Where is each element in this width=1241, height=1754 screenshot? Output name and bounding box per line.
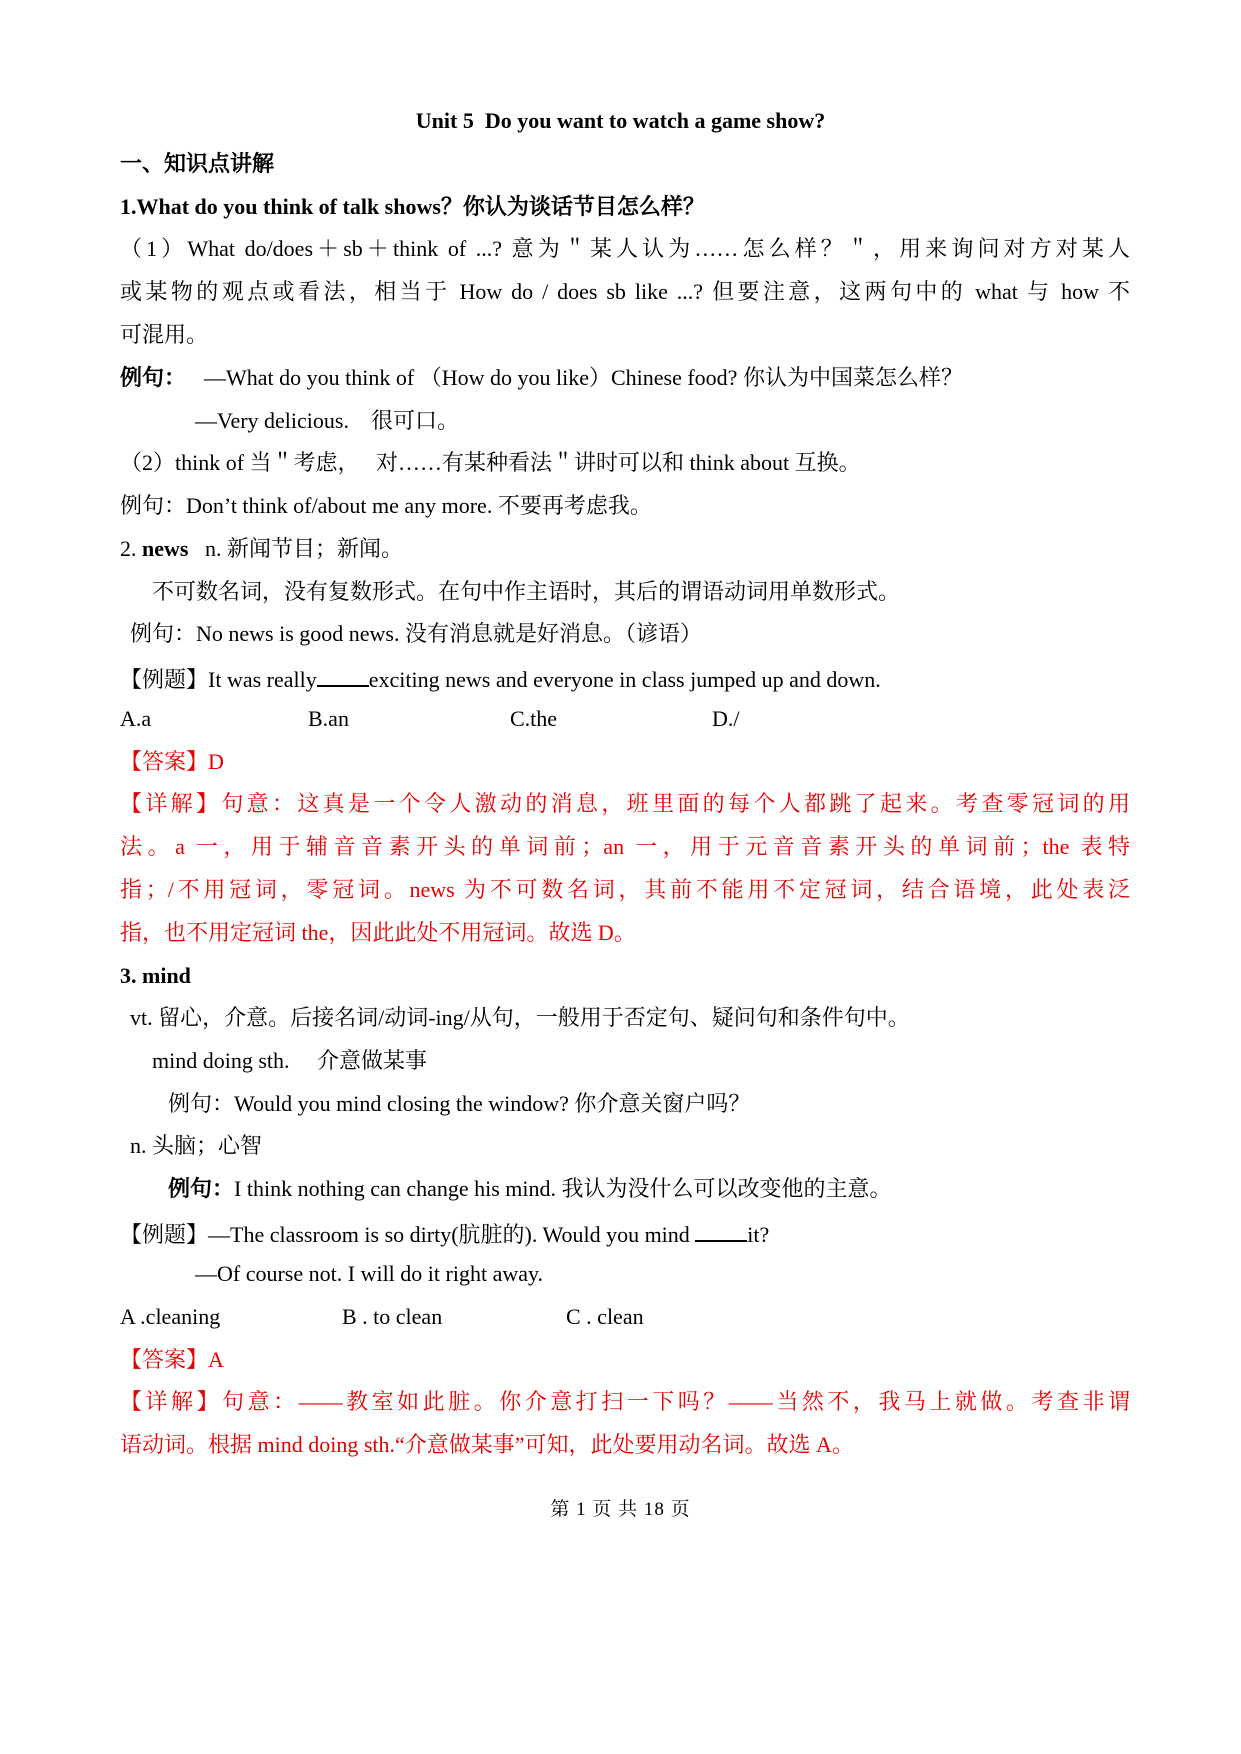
point-2-options bbox=[120, 705, 1130, 733]
option-c: C . clean bbox=[566, 1304, 644, 1329]
point-3-line-2: mind doing sth. 介意做某事 bbox=[152, 1048, 428, 1073]
point-3-line-3: 例句：Would you mind closing the window? 你介意关窗户吗？ bbox=[168, 1091, 751, 1116]
point-2-number: 2. bbox=[120, 536, 142, 561]
point-2-explanation-1: 【详解】句意：这真是一个令人激动的消息，班里面的每个人都跳了起来。考查零冠词的用 bbox=[120, 791, 1130, 816]
point-2-line-1: 不可数名词，没有复数形式。在句中作主语时，其后的谓语动词用单数形式。 bbox=[152, 579, 901, 604]
point-3-answer: 【答案】A bbox=[120, 1347, 224, 1372]
point-1-line-3: 可混用。 bbox=[120, 322, 209, 347]
point-3-example bbox=[168, 1175, 1178, 1203]
option-a: A.a bbox=[120, 706, 152, 731]
option-b: B.an bbox=[308, 706, 349, 731]
point-1-line-5: 例句：Don’t think of/about me any more. 不要再考虑我。 bbox=[120, 493, 652, 518]
point-2-definition: n. 新闻节目；新闻。 bbox=[188, 536, 403, 561]
option-c: C.the bbox=[510, 706, 558, 731]
point-3-line-1: vt. 留心，介意。后接名词/动词-ing/从句，一般用于否定句、疑问句和条件句中。 bbox=[130, 1005, 910, 1030]
example-text: I think nothing can change his mind. 我认为没什么可以改变他的主意。 bbox=[234, 1176, 892, 1201]
question-text-before: 【例题】It was really bbox=[120, 667, 317, 692]
point-2-explanation-4: 指，也不用定冠词 the，因此此处不用冠词。故选 D。 bbox=[120, 920, 636, 945]
answer-blank bbox=[695, 1218, 747, 1242]
point-1-line-2: 或某物的观点或看法，相当于 How do / does sb like ...? 但要注意，这两句中的 what 与 how 不 bbox=[120, 279, 1130, 304]
option-a: A .cleaning bbox=[120, 1304, 221, 1329]
page-footer: 第 1 页 共 18 页 bbox=[550, 1499, 691, 1520]
point-1-example-2: —Very delicious. 很可口。 bbox=[195, 408, 459, 433]
point-3-line-4: n. 头脑；心智 bbox=[130, 1133, 263, 1158]
example-text: —What do you think of （How do you like）Chinese food? 你认为中国菜怎么样？ bbox=[204, 365, 963, 390]
point-1-example-1 bbox=[120, 364, 1130, 392]
point-3-heading: 3. mind bbox=[120, 963, 191, 988]
point-2-heading bbox=[120, 535, 1130, 563]
point-2-explanation-2: 法。a 一，用于辅音音素开头的单词前；an 一，用于元音音素开头的单词前；the 表特 bbox=[120, 834, 1130, 859]
point-3-question bbox=[120, 1218, 1130, 1249]
point-1-line-1: （1）What do/does＋sb＋think of ...? 意为＂某人认为……怎么样？＂，用来询问对方对某人 bbox=[120, 236, 1130, 261]
point-3-explanation-2: 语动词。根据 mind doing sth.“介意做某事”可知，此处要用动名词。故选 A。 bbox=[120, 1432, 854, 1457]
option-b: B . to clean bbox=[342, 1304, 443, 1329]
question-text-after: it? bbox=[747, 1222, 770, 1247]
point-1-line-4: （2）think of 当＂考虑， 对……有某种看法＂讲时可以和 think about 互换。 bbox=[120, 450, 861, 475]
example-label: 例句： bbox=[120, 365, 187, 390]
option-d: D./ bbox=[712, 706, 740, 731]
example-label: 例句： bbox=[168, 1176, 235, 1201]
point-2-line-2: 例句：No news is good news. 没有消息就是好消息。（谚语） bbox=[130, 621, 702, 646]
point-3-options bbox=[120, 1303, 1130, 1331]
point-2-explanation-3: 指；/不用冠词，零冠词。news 为不可数名词，其前不能用不定冠词，结合语境，此处表泛 bbox=[120, 877, 1130, 902]
point-3-question-reply: —Of course not. I will do it right away. bbox=[195, 1261, 544, 1286]
point-2-answer: 【答案】D bbox=[120, 749, 224, 774]
point-2-question bbox=[120, 663, 1130, 694]
answer-blank bbox=[317, 663, 369, 687]
question-text-before: 【例题】—The classroom is so dirty(肮脏的). Would you mind bbox=[120, 1222, 696, 1247]
point-2-word: news bbox=[142, 536, 189, 561]
point-1-heading: 1.What do you think of talk shows？你认为谈话节目怎么样？ bbox=[120, 194, 705, 219]
page-title: Unit 5 Do you want to watch a game show? bbox=[415, 108, 826, 133]
section-heading: 一、知识点讲解 bbox=[120, 151, 275, 176]
question-text-after: exciting news and everyone in class jumped up and down. bbox=[368, 667, 881, 692]
point-3-explanation-1: 【详解】句意：——教室如此脏。你介意打扫一下吗？——当然不，我马上就做。考查非谓 bbox=[120, 1389, 1130, 1414]
